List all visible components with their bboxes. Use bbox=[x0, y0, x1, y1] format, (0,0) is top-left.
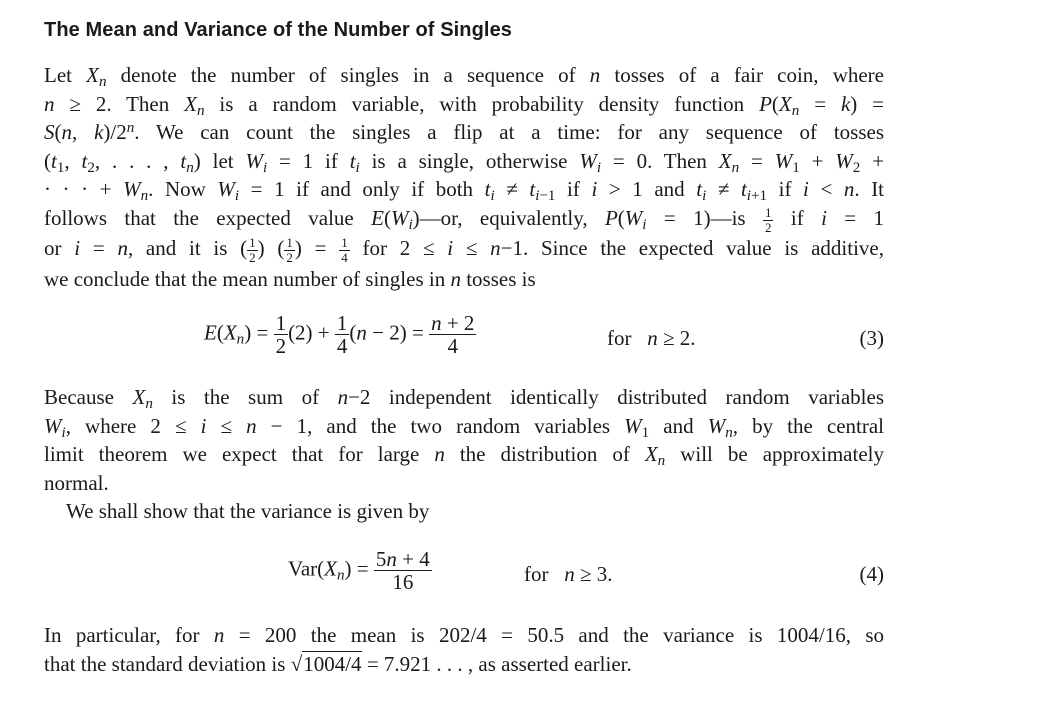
equation-4: $Var(X_n)$ = $\frac{5n + 4}{16}$ for n ≥ 3. (4) bbox=[288, 547, 884, 595]
equation-number: (3) bbox=[859, 326, 884, 350]
variance-intro: We shall show that the variance is given by bbox=[66, 499, 430, 524]
condition-label: for bbox=[607, 326, 632, 350]
paragraph-clt: Because $X_n$ is the sum of n−2 independent identically distributed random variables $W_i$, where 2 ≤ i ≤ n − 1, and the two random variables $W_1$ and $W_n$, by the central limit theorem we expect that for large n the distribution of $X_n$ will be approximately normal. We shall show that the variance is given by bbox=[44, 383, 884, 526]
section-title: The Mean and Variance of the Number of Singles bbox=[44, 19, 513, 41]
paragraph-example: In particular, for n = 200 the mean is 202/4 = 50.5 and the variance is 1004/16, so that the standard deviation is √1004/4 = 7.921 . . . , as asserted earlier. bbox=[44, 623, 885, 676]
equation-3: $E(X_n)$ = $\frac{1}{2}$ (2) + $\frac{1}{4}$ (n − 2) = $\frac{n + 2}{4}$ for n ≥ 2. (3) bbox=[204, 311, 884, 359]
equation-number: (4) bbox=[859, 562, 884, 586]
condition-label: for bbox=[524, 562, 549, 586]
paragraph-intro: Let $X_n$ denote the number of singles in a sequence of n tosses of a fair coin, where n ≥ 2. Then $X_n$ is a random variable, with probability density function $P(X_n = k)$ = S(n, k)/2$^n$. We can count the singles a flip at a time: for any sequence of tosses ($t_1$, $t_2$, . . . , $t_n$) let $W_i = 1$ if $t_i$ is a single, otherwise $W_i = 0$. Then $X_n = W_1 + W_2$ + · · · + $W_n$. Now $W_i = 1$ if and only if both $t_i \ne t_{i-1}$ if i > 1 and $t_i \ne t_{i+1}$ if i < n. It follows that the expected value $E(W_i)—or$, equivalently, $P(W_i$ = 1)—is $\frac{1}{2}$ if i = 1 or i = n, and it is ( $\frac{1}{2}$ ) ( $\frac{1}{2}$ ) = $\frac{1}{4}$ for 2 ≤ i ≤ n−1. Since the expected value is additive, we conclude that the mean number of singles in n tosses is bbox=[44, 63, 885, 291]
